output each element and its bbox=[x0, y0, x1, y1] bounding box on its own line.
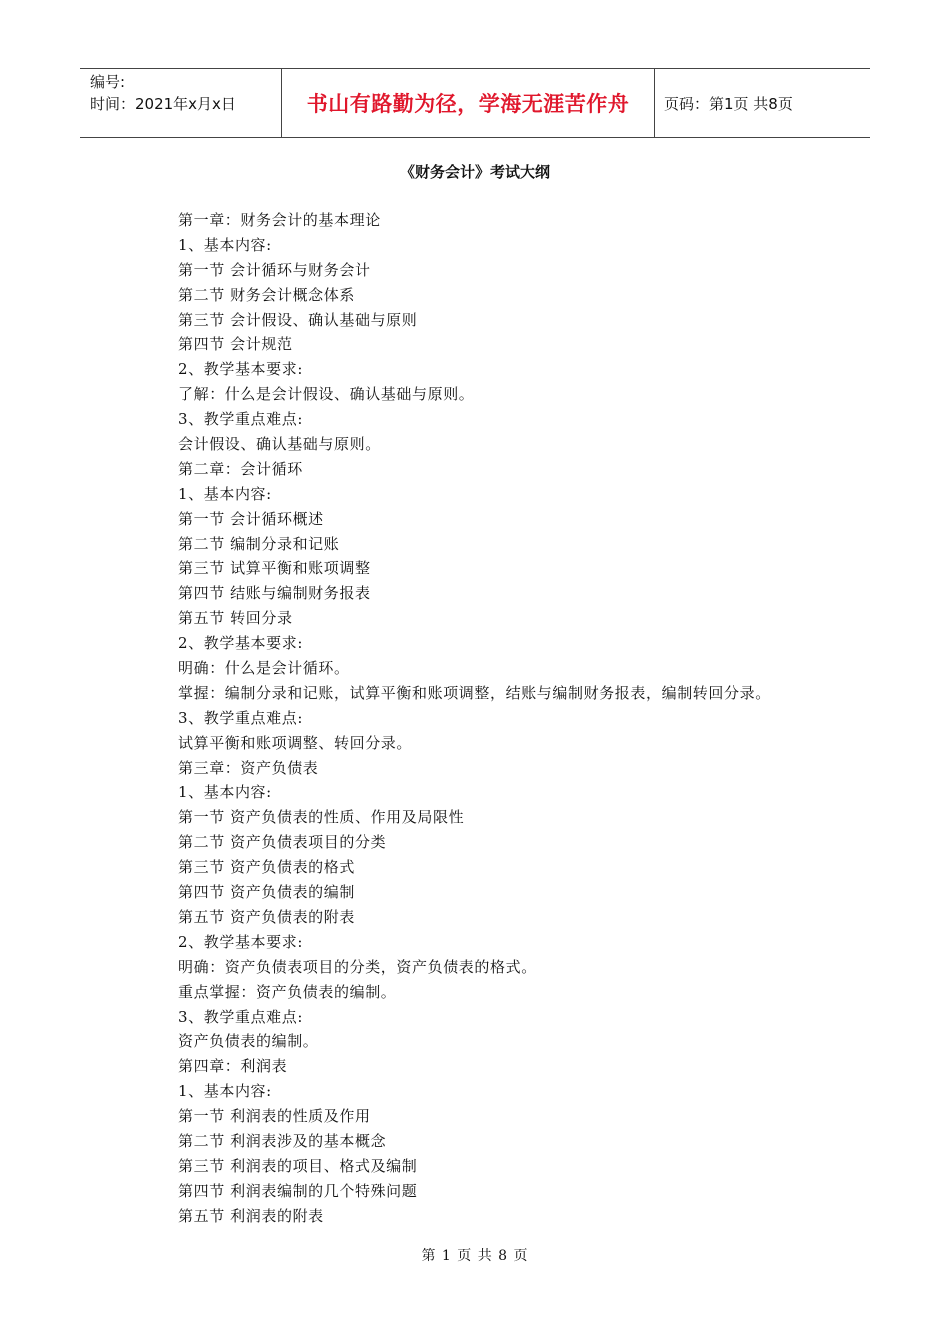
body-line: 资产负债表的编制。 bbox=[178, 1032, 319, 1051]
header-motto: 书山有路勤为径，学海无涯苦作舟 bbox=[306, 92, 630, 116]
page-footer: 第 1 页 共 8 页 bbox=[421, 1248, 529, 1264]
body-line: 1、基本内容: bbox=[178, 235, 272, 254]
body-line: 第五节 转回分录 bbox=[178, 609, 293, 628]
body-line: 3、教学重点难点: bbox=[178, 1007, 303, 1026]
document-title: 《财务会计》考试大纲 bbox=[399, 163, 550, 181]
body-line: 第一节 会计循环与财务会计 bbox=[178, 260, 371, 279]
document-date: 时间：2021年x月x日 bbox=[90, 95, 236, 113]
body-line: 2、教学基本要求: bbox=[178, 932, 303, 951]
body-line: 第二节 利润表涉及的基本概念 bbox=[178, 1131, 387, 1150]
body-line: 第三节 试算平衡和账项调整 bbox=[178, 559, 371, 578]
body-line: 第二节 编制分录和记账 bbox=[178, 534, 340, 553]
body-line: 第二节 资产负债表项目的分类 bbox=[178, 833, 387, 852]
body-line: 第四节 利润表编制的几个特殊问题 bbox=[178, 1181, 418, 1200]
header-motto-cell bbox=[281, 69, 655, 137]
body-line: 第二章：会计循环 bbox=[178, 459, 303, 478]
body-line: 第四节 结账与编制财务报表 bbox=[178, 584, 371, 603]
body-line: 了解：什么是会计假设、确认基础与原则。 bbox=[178, 385, 475, 404]
body-line: 重点掌握：资产负债表的编制。 bbox=[178, 982, 397, 1001]
document-body bbox=[178, 208, 878, 1229]
body-line: 第一节 利润表的性质及作用 bbox=[178, 1107, 371, 1126]
body-line: 第四节 会计规范 bbox=[178, 335, 293, 354]
body-line: 第一节 会计循环概述 bbox=[178, 509, 324, 528]
body-line: 第五节 资产负债表的附表 bbox=[178, 907, 355, 926]
body-line: 3、教学重点难点: bbox=[178, 410, 303, 429]
body-line: 会计假设、确认基础与原则。 bbox=[178, 435, 381, 454]
body-line: 掌握：编制分录和记账，试算平衡和账项调整，结账与编制财务报表，编制转回分录。 bbox=[178, 683, 771, 702]
body-line: 明确：什么是会计循环。 bbox=[178, 659, 350, 678]
body-line: 第三节 利润表的项目、格式及编制 bbox=[178, 1156, 418, 1175]
body-line: 试算平衡和账项调整、转回分录。 bbox=[178, 733, 413, 752]
body-line: 3、教学重点难点: bbox=[178, 708, 303, 727]
body-line: 1、基本内容: bbox=[178, 1082, 272, 1101]
body-line: 2、教学基本要求: bbox=[178, 634, 303, 653]
body-line: 第二节 财务会计概念体系 bbox=[178, 285, 355, 304]
body-line: 第三章：资产负债表 bbox=[178, 758, 319, 777]
body-line: 第一章：财务会计的基本理论 bbox=[178, 211, 381, 229]
body-line: 2、教学基本要求: bbox=[178, 360, 303, 379]
body-line: 第三节 会计假设、确认基础与原则 bbox=[178, 310, 418, 329]
body-line: 第三节 资产负债表的格式 bbox=[178, 858, 355, 877]
body-line: 第一节 资产负债表的性质、作用及局限性 bbox=[178, 808, 465, 827]
page-header bbox=[80, 68, 870, 138]
body-line: 明确：资产负债表项目的分类，资产负债表的格式。 bbox=[178, 957, 537, 976]
body-line: 第五节 利润表的附表 bbox=[178, 1206, 324, 1225]
body-line: 第四章：利润表 bbox=[178, 1057, 288, 1076]
document-number-label: 编号: bbox=[90, 73, 126, 91]
header-page-info: 页码：第1页 共8页 bbox=[664, 94, 793, 113]
body-line: 1、基本内容: bbox=[178, 783, 272, 802]
body-line: 第四节 资产负债表的编制 bbox=[178, 883, 355, 902]
header-meta bbox=[90, 71, 280, 115]
body-line: 1、基本内容: bbox=[178, 484, 272, 503]
